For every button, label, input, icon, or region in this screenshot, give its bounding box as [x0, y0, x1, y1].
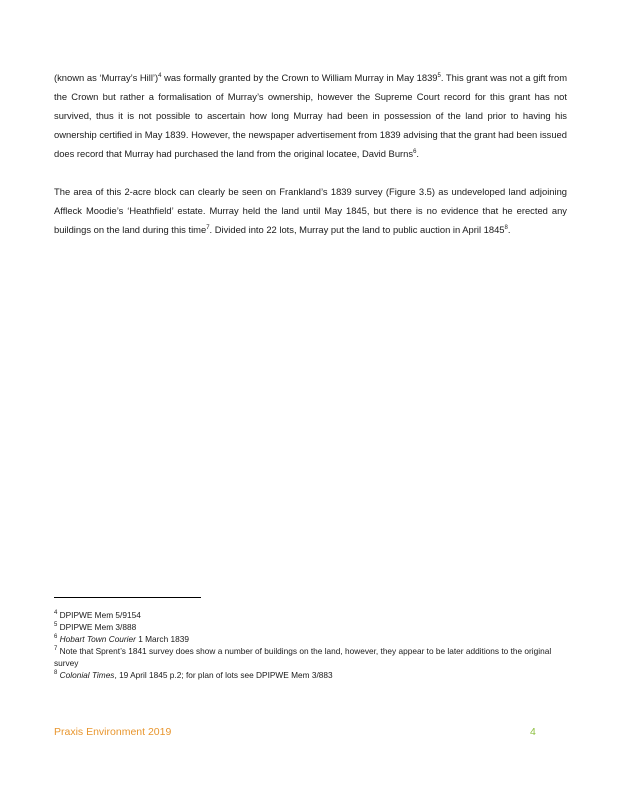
footnote-separator	[54, 597, 201, 598]
footnote-text: DPIPWE Mem 3/888	[57, 622, 137, 632]
paragraph-text: . This grant was not a gift from the Crown but rather a formalisation of Murray’s ownership, however the Supreme Court record for this grant has not survived, thus it is not possible to ascertain how long Murray had been in possession of the land prior to having his ownership certified in May 1839. However, the newspaper advertisement from 1839 advising that the grant had been issued does record that Murray had purchased the land from the original locatee, David Burns	[54, 72, 568, 159]
footnote-text: DPIPWE Mem 5/9154	[57, 610, 141, 620]
footnote-text: Note that Sprent’s 1841 survey does show a number of buildings on the land, however, they appear to be later additions to the original survey	[54, 646, 552, 668]
paragraph-text: .	[416, 148, 420, 159]
paragraph-text: was formally granted by the Crown to William Murray in May 1839	[161, 72, 438, 83]
footnote-number: 8	[54, 670, 58, 677]
body-paragraph-1	[54, 68, 567, 163]
footnote-number: 7	[54, 646, 58, 653]
footnote-ref[interactable]: 6	[413, 148, 417, 155]
footnote-ref[interactable]: 4	[158, 72, 162, 79]
footnote-6	[54, 633, 567, 645]
footnote-ref[interactable]: 7	[206, 224, 210, 231]
paragraph-text: . Divided into 22 lots, Murray put the land to public auction in April 1845	[209, 224, 505, 235]
footnote-text: 1 March 1839	[135, 634, 189, 644]
footnote-source-title: Colonial Times	[59, 670, 115, 680]
footnote-ref[interactable]: 5	[437, 72, 441, 79]
footnote-number: 4	[54, 610, 58, 617]
paragraph-text: .	[507, 224, 511, 235]
footnote-text: , 19 April 1845 p.2; for plan of lots see DPIPWE Mem 3/883	[114, 670, 333, 680]
footnote-4	[54, 609, 567, 621]
paragraph-text: (known as ‘Murray’s Hill’)	[54, 72, 159, 83]
footnote-number: 5	[54, 622, 58, 629]
footnote-source-title: Hobart Town Courier	[59, 634, 136, 644]
footnote-number: 6	[54, 634, 58, 641]
footnote-8	[54, 669, 567, 681]
paragraph-text: The area of this 2-acre block can clearly be seen on Frankland’s 1839 survey (Figure 3.5) as undeveloped land adjoining Affleck Moodie’s ‘Heathfield’ estate. Murray held the land until May 1845, but there is no evidence that he erected any buildings on the land during this time	[54, 186, 567, 235]
footnotes	[54, 609, 567, 681]
body-paragraph-2	[54, 182, 567, 239]
footnote-ref[interactable]: 8	[504, 224, 508, 231]
footer-organisation: Praxis Environment 2019	[54, 726, 172, 738]
page-number: 4	[530, 726, 536, 738]
footnote-5	[54, 621, 567, 633]
footnote-7	[54, 645, 567, 669]
